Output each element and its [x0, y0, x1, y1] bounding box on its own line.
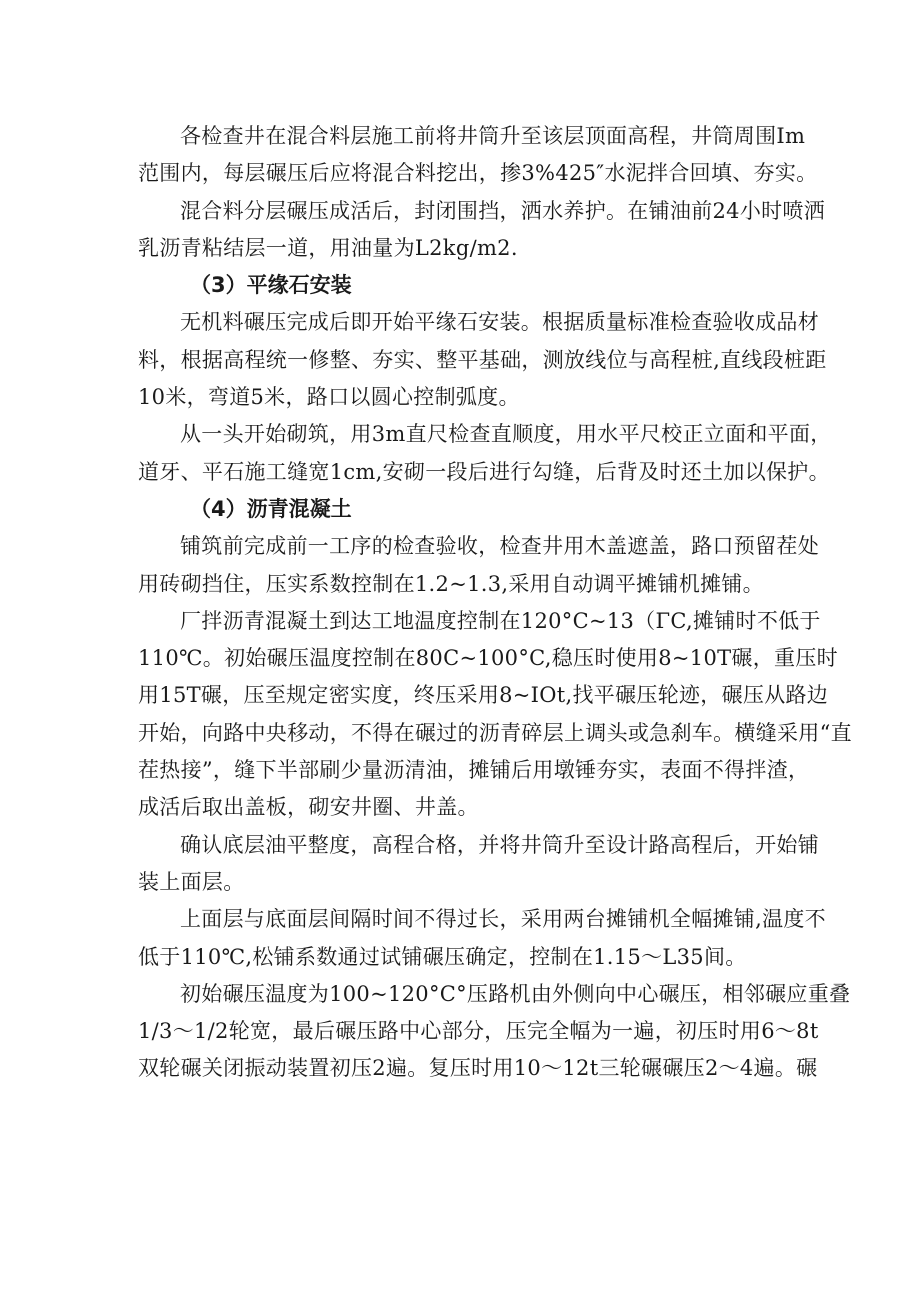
- text-line: 各检查井在混合料层施工前将井筒升至该层顶面高程，井筒周围Im: [180, 124, 806, 148]
- paragraph: [138, 976, 851, 1088]
- text-line: 茬热接”，缝下半部刷少量沥清油，摊铺后用墩锤夯实，表面不得拌渣，: [138, 758, 810, 783]
- text-line: 用15T碾，压至规定密实度，终压采用8~IOt,找平碾压轮迹，碾压从路边: [138, 683, 829, 708]
- text-line: 乳沥青粘结层一道，用油量为L2kg∕m2.: [138, 235, 518, 260]
- text-line: 从一头开始砌筑，用3m直尺检查直顺度，用水平尺校正立面和平面，: [180, 422, 832, 447]
- text-line: 无机料碾压完成后即开始平缘石安装。根据质量标准检查验收成品材: [180, 310, 819, 335]
- paragraph: [138, 416, 832, 491]
- text-line: 1/3～1/2轮宽，最后碾压路中心部分，压完全幅为一遍，初压时用6～8t: [138, 1019, 819, 1044]
- text-line: 料，根据高程统一修整、夯实、整平基础，测放线位与高程桩,直线段桩距: [138, 347, 827, 372]
- text-line: 装上面层。: [138, 869, 245, 894]
- text-line: 范围内，每层碾压后应将混合料挖出，掺3%425″水泥拌合回填、夯实。: [138, 161, 818, 186]
- text-line: 用砖砌挡住，压实系数控制在1.2~1.3,采用自动调平摊铺机摊铺。: [138, 571, 764, 596]
- text-line: 10米，弯道5米，路口以圆心控制弧度。: [138, 385, 520, 410]
- paragraph: [138, 304, 827, 416]
- text-line: 厂拌沥青混凝土到达工地温度控制在120°C~13（ΓC,摊铺时不低于: [180, 608, 821, 633]
- section-heading: （4）沥青混凝土: [190, 496, 352, 521]
- text-line: 道牙、平石施工缝宽1cm,安砌一段后进行勾缝，后背及时还土加以保护。: [138, 459, 830, 484]
- text-line: 110℃。初始碾压温度控制在80C~100°C,稳压时使用8~10T碾，重压时: [138, 646, 838, 671]
- text-line: 铺筑前完成前一工序的检查验收，检查井用木盖遮盖，路口预留茬处: [180, 534, 819, 559]
- text-line: 混合料分层碾压成活后，封闭围挡，洒水养护。在铺油前24小时喷洒: [180, 198, 826, 223]
- paragraph: [138, 528, 819, 603]
- section-heading: （3）平缘石安装: [190, 273, 352, 298]
- text-line: 低于110℃,松铺系数通过试铺碾压确定，控制在1.15～L35间。: [138, 944, 747, 969]
- text-line: 初始碾压温度为100~120°C°压路机由外侧向中心碾压，相邻碾应重叠: [180, 981, 851, 1006]
- text-line: 确认底层油平整度，高程合格，并将井筒升至设计路高程后，开始铺: [180, 832, 819, 857]
- paragraph: [138, 603, 852, 827]
- text-line: 成活后取出盖板，砌安井圈、井盖。: [138, 795, 479, 820]
- paragraph: [138, 118, 818, 193]
- paragraph: [138, 901, 826, 976]
- text-line: 双轮碾关闭振动装置初压2遍。复压时用10～12t三轮碾碾压2～4遍。碾: [138, 1056, 818, 1081]
- text-line: 开始，向路中央移动，不得在碾过的沥青碎层上调头或急刹车。横缝采用“直: [138, 720, 852, 745]
- paragraph: [138, 827, 819, 902]
- document-body: [138, 118, 852, 1088]
- text-line: 上面层与底面层间隔时间不得过长，采用两台摊铺机全幅摊铺,温度不: [180, 907, 826, 932]
- paragraph: [138, 193, 826, 268]
